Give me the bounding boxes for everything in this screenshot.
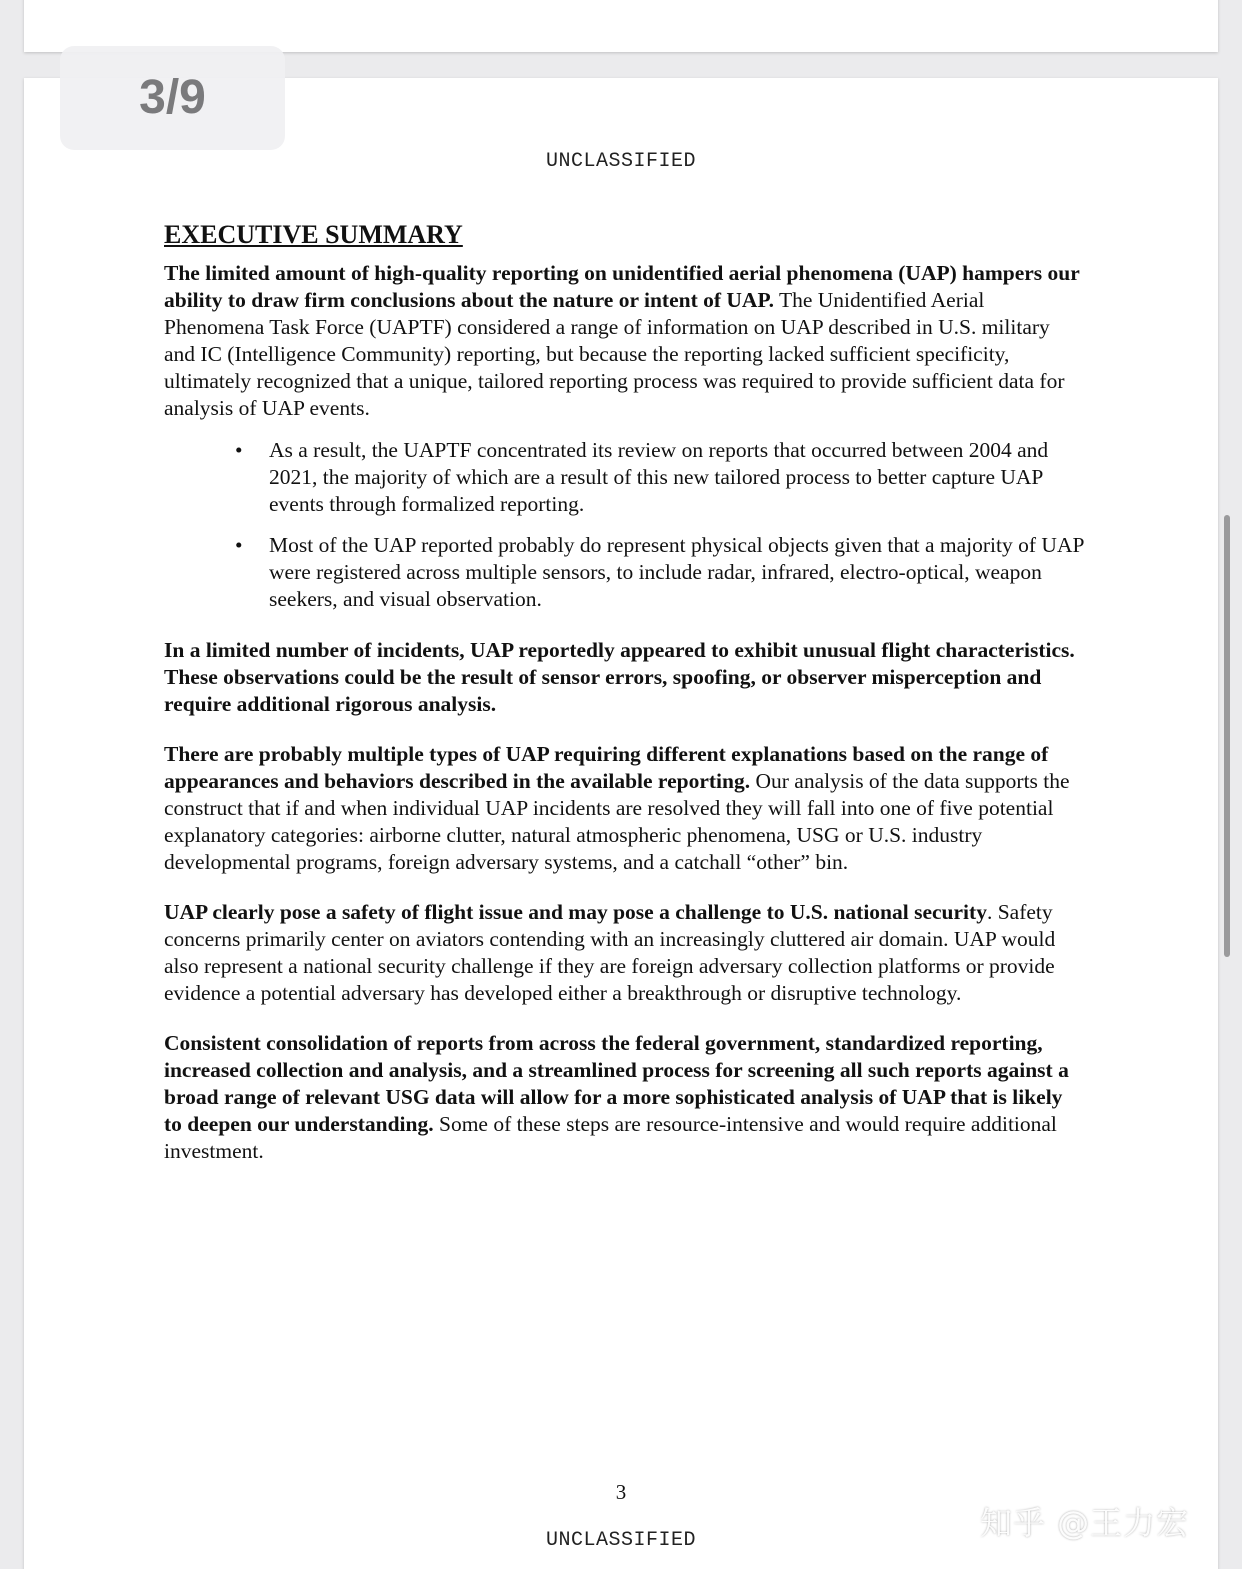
paragraph-2 bbox=[164, 637, 1084, 718]
bullet-icon: • bbox=[235, 533, 243, 557]
paragraph-5-lead: Consistent consolidation of reports from across the federal government, standardized reporting, increased collection and analysis, and a streamlined process for screening all such reports against a broad range of relevant USG data will allow for a more sophisticated analysis of UAP that is likely to deepen our understanding. bbox=[164, 1031, 1069, 1136]
watermark: 知乎 @王力宏 bbox=[980, 1504, 1190, 1542]
bullet-list bbox=[164, 437, 1084, 613]
page-indicator: 3/9 bbox=[60, 46, 285, 150]
paragraph-5 bbox=[164, 1030, 1084, 1165]
scrollbar-thumb[interactable] bbox=[1224, 515, 1230, 957]
paragraph-4-body: . Safety concerns primarily center on aviators contending with an increasingly cluttered air domain. UAP would also represent a national security challenge if they are foreign adversary collection platforms or provide evidence a potential adversary has developed either a breakthrough or disruptive technology. bbox=[164, 900, 1056, 1005]
paragraph-3 bbox=[164, 741, 1084, 876]
paragraph-1-lead: The limited amount of high-quality reporting on unidentified aerial phenomena (UAP) hampers our ability to draw firm conclusions about the nature or intent of UAP. bbox=[164, 261, 1080, 312]
paragraph-1-body: The Unidentified Aerial Phenomena Task Force (UAPTF) considered a range of information on UAP described in U.S. military and IC (Intelligence Community) reporting, but because the reporting lacked sufficient specificity, ultimately recognized that a unique, tailored reporting process was required to provide sufficient data for analysis of UAP events. bbox=[164, 288, 1065, 420]
paragraph-4 bbox=[164, 899, 1084, 1007]
paragraph-4-lead: UAP clearly pose a safety of flight issue and may pose a challenge to U.S. national security bbox=[164, 900, 987, 924]
list-item bbox=[235, 532, 1084, 613]
section-heading: EXECUTIVE SUMMARY bbox=[164, 220, 463, 249]
bullet-icon: • bbox=[235, 438, 243, 462]
page-number: 3 bbox=[615, 1480, 627, 1504]
paragraph-3-body: Our analysis of the data supports the construct that if and when individual UAP incidents are resolved they will fall into one of five potential explanatory categories: airborne clutter, natural atmospheric phenomena, USG or U.S. industry developmental programs, foreign adversary systems, and a catchall “other” bin. bbox=[164, 769, 1070, 874]
list-item bbox=[235, 437, 1084, 518]
page-content bbox=[164, 218, 1084, 1188]
previous-page bbox=[24, 0, 1218, 52]
paragraph-2-lead: In a limited number of incidents, UAP reportedly appeared to exhibit unusual flight characteristics. These observations could be the result of sensor errors, spoofing, or observer misperception and require additional rigorous analysis. bbox=[164, 638, 1075, 716]
paragraph-1 bbox=[164, 260, 1084, 422]
paragraph-3-lead: There are probably multiple types of UAP requiring different explanations based on the range of appearances and behaviors described in the available reporting. bbox=[164, 742, 1049, 793]
classification-header: UNCLASSIFIED bbox=[545, 150, 697, 173]
classification-footer: UNCLASSIFIED bbox=[545, 1529, 697, 1552]
paragraph-5-body: Some of these steps are resource-intensive and would require additional investment. bbox=[164, 1112, 1057, 1163]
bullet-text: As a result, the UAPTF concentrated its review on reports that occurred between 2004 and 2021, the majority of which are a result of this new tailored process to better capture UAP events through formalized reporting. bbox=[269, 438, 1049, 516]
bullet-text: Most of the UAP reported probably do represent physical objects given that a majority of UAP were registered across multiple sensors, to include radar, infrared, electro-optical, weapon seekers, and visual observation. bbox=[269, 533, 1084, 611]
